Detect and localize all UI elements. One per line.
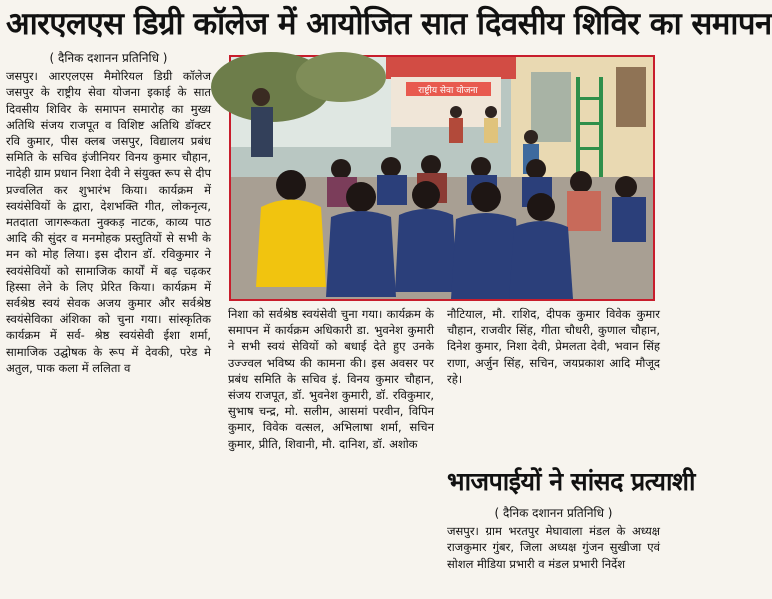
event-photo bbox=[229, 55, 655, 301]
next-article-text: जसपुर। ग्राम भरतपुर मेघावाला मंडल के अध्यक्ष राजकुमार गुंबर, जिला अध्यक्ष गुंजन सुखीजा एवं सोशल मीडिया प्रभारी व मंडल प्रभारी निर्देश bbox=[447, 524, 660, 571]
article-text-col3: नौटियाल, मौ. राशिद, दीपक कुमार विवेक कुमार चौहान, राजवीर सिंह, गीता चौधरी, कुणाल चौहान, दिनेश कुमार, निशा देवी, प्रेमलता देवी, भवान सिंह राणा, अर्जुन सिंह, सचिन, जयप्रकाश आदि मौजूद रहे। bbox=[447, 307, 660, 386]
next-article-credit: ( दैनिक दशानन प्रतिनिधि ) bbox=[494, 506, 613, 520]
photo-banner-text: राष्ट्रीय सेवा योजना bbox=[418, 86, 478, 96]
article-column-3 bbox=[447, 306, 660, 466]
next-article-column bbox=[447, 505, 660, 599]
article-column-1 bbox=[6, 50, 211, 599]
article-column-2 bbox=[228, 306, 434, 599]
article-text-col1: जसपुर। आरएलएस मैमोरियल डिग्री कॉलेज जसपुर के राष्ट्रीय सेवा योजना इकाई के सात दिवसीय शिविर के समापन समारोह का मुख्य अतिथि संजय राजपूत व विशिष्ट अतिथि डॉक्टर रवि कुमार, पीस क्लब जसपुर, विद्यालय प्रबंध समिति के सचिव इंजीनियर विनय कुमार चौहान, नादेही ग्राम प्रधान निशा देवी ने संयुक्त रूप से दीप प्रज्वलित कर शुभारंभ किया। कार्यक्रम में स्वयंसेवियों के द्वारा, देशभक्ति गीत, लोकनृत्य, मतदाता जागरूकता नुक्कड़ नाटक, काव्य पाठ आदि की सुंदर व मनमोहक प्रस्तुतियों से सभी के मन को मोह लिया। इस दौरान डॉ. रविकुमार ने स्वयंसेवियों को सामाजिक कार्यों में बढ़ चढ़कर हिस्सा लेने के लिए प्रेरित किया। कार्यक्रम में सर्वश्रेष्ठ स्वयं सेवक अजय कुमार और सर्वश्रेष्ठ स्वयंसेविका अंशिका को चुना गया। सांस्कृतिक कार्यक्रम में सर्व- श्रेष्ठ स्वयंसेवी ईशा शर्मा, सामाजिक उद्घोषक के रूप में देवकी, परेड मे अतुल, पाक कला में ललिता व bbox=[6, 69, 211, 375]
event-photo-illustration bbox=[231, 57, 653, 299]
article-headline: आरएलएस डिग्री कॉलेज में आयोजित सात दिवसीय शिविर का समापन bbox=[6, 6, 772, 42]
article-text-col2: निशा को सर्वश्रेष्ठ स्वयंसेवी चुना गया। कार्यक्रम के समापन में कार्यक्रम अधिकारी डा. भुवनेश कुमारी ने सभी स्वयं सेवियों को बधाई देते हुए उनके उज्ज्वल भविष्य की कामना की। इस अवसर पर प्रबंध समिति के सचिव इं. विनय कुमार चौहान, संजय राजपूत, डॉ. भुवनेश कुमारी, डॉ. रविकुमार, सुभाष चन्द्र, मो. सलीम, आसमां परवीन, विपिन कुमार, विवेक वत्सल, अभिलाषा शर्मा, सचिन कुमार, प्रीति, शिवानी, मौ. दानिश, डॉ. अशोक bbox=[228, 307, 434, 451]
next-article-headline: भाजपाईयों ने सांसद प्रत्याशी bbox=[447, 467, 695, 496]
article-credit: ( दैनिक दशानन प्रतिनिधि ) bbox=[49, 51, 168, 65]
